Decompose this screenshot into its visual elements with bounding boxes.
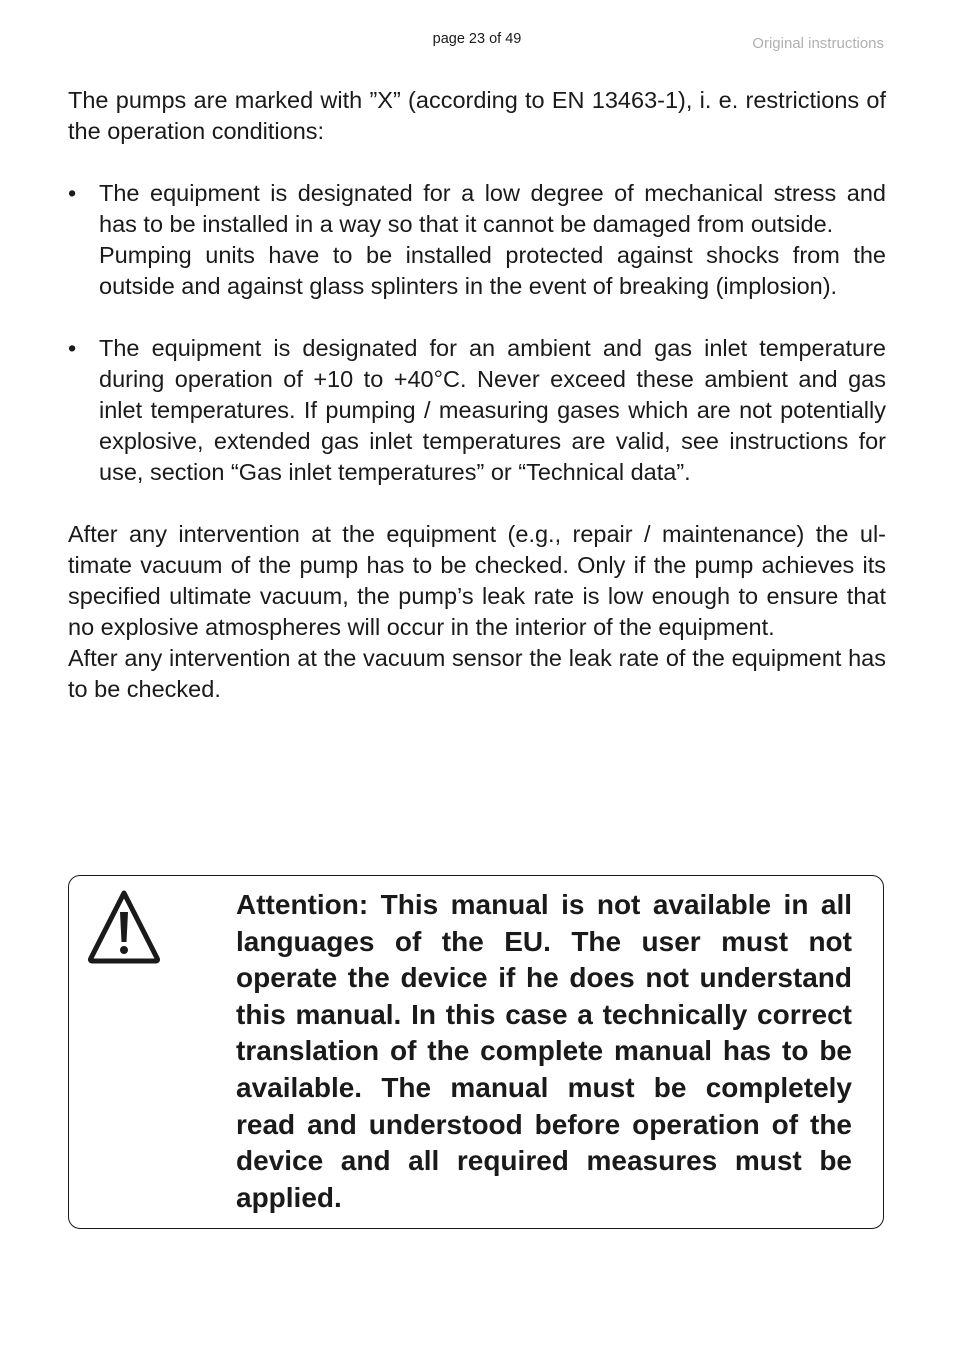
bullet-mark: • <box>68 335 77 361</box>
attention-notice-box <box>68 875 884 1229</box>
warning-triangle-icon <box>87 888 161 966</box>
bullet-paragraph: The equipment is designated for an ambient and gas inlet temperature during operation of +10 to +40°C. Never exceed these ambient and gas inlet temperatures. If pumping / measuring gases which are not potentially explosive, extended gas inlet temperatures are valid, see instructions for use, section “Gas inlet temperatures” or “Technical data”. <box>99 335 886 485</box>
bullet-paragraph: Pumping units have to be installed protected against shocks from the outside and against glass splinters in the event of breaking (implosion). <box>99 242 886 299</box>
sensor-paragraph: After any intervention at the vacuum sensor the leak rate of the equipment has to be checked. <box>68 645 886 702</box>
document-label: Original instructions <box>752 35 884 52</box>
attention-notice-text: Attention: This manual is not available in all languages of the EU. The user must not operate the device if he does not understand this manual. In this case a technically correct translation of the complete manual has to be available. The manual must be completely read and understood before operation of the device and all required measures must be applied. <box>236 889 852 1213</box>
intro-paragraph: The pumps are marked with ”X” (according to EN 13463-1), i. e. restrictions of the operation conditions: <box>68 87 886 144</box>
page-number: page 23 of 49 <box>432 31 522 47</box>
maintenance-paragraph: After any intervention at the equipment (e.g., repair / maintenance) the ultimate vacuum of the pump has to be checked. Only if the pump achieves its specified ultimate vacuum, the pump’s leak rate is low enough to ensure that no explosive atmospheres will occur in the interior of the equipment. <box>68 521 886 640</box>
bullet-item-temperature <box>68 333 886 488</box>
body-text <box>68 85 886 705</box>
bullet-item-mechanical-stress <box>68 178 886 302</box>
bullet-mark: • <box>68 180 77 206</box>
bullet-paragraph: The equipment is designated for a low degree of mechanical stress and has to be installed in a way so that it cannot be damaged from outside. <box>99 180 886 237</box>
